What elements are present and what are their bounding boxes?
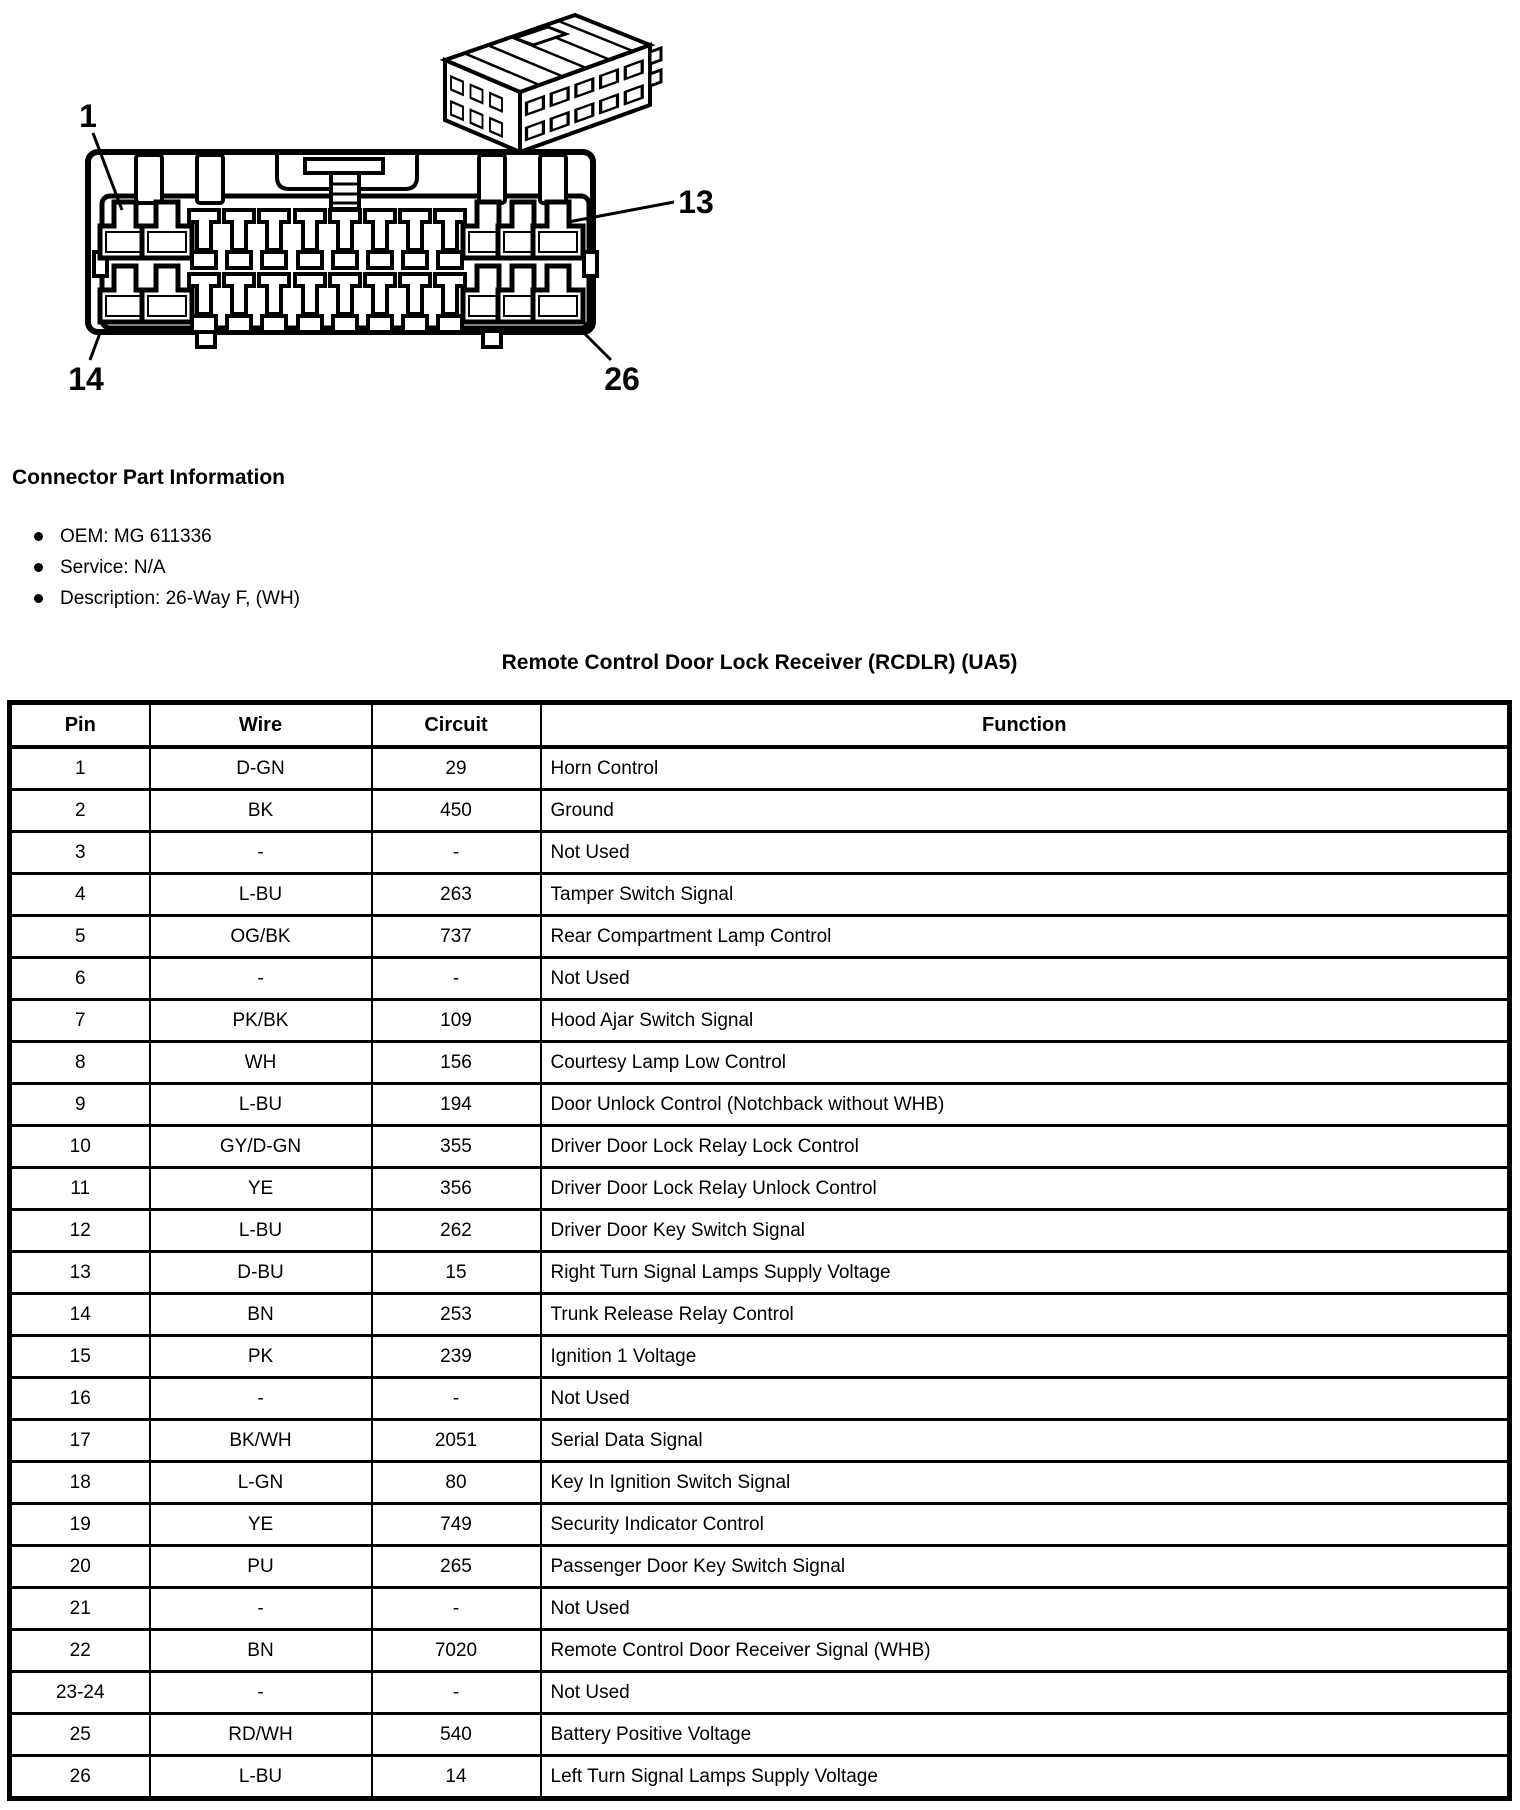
cell-pin: 22 <box>10 1630 150 1672</box>
cell-function: Door Unlock Control (Notchback without WHB) <box>541 1084 1510 1126</box>
cell-pin: 21 <box>10 1588 150 1630</box>
cell-pin: 18 <box>10 1462 150 1504</box>
cell-pin: 15 <box>10 1336 150 1378</box>
info-item-service <box>34 552 300 583</box>
cell-function: Driver Door Key Switch Signal <box>541 1210 1510 1252</box>
cell-circuit: 749 <box>372 1504 541 1546</box>
table-row <box>10 832 1510 874</box>
cell-pin: 17 <box>10 1420 150 1462</box>
cell-pin: 5 <box>10 916 150 958</box>
cell-circuit: 265 <box>372 1546 541 1588</box>
cell-circuit: 737 <box>372 916 541 958</box>
cell-wire: - <box>150 832 372 874</box>
cell-function: Hood Ajar Switch Signal <box>541 1000 1510 1042</box>
col-header-wire: Wire <box>150 703 372 748</box>
cell-pin: 11 <box>10 1168 150 1210</box>
cell-wire: - <box>150 1588 372 1630</box>
cell-function: Serial Data Signal <box>541 1420 1510 1462</box>
cell-function: Passenger Door Key Switch Signal <box>541 1546 1510 1588</box>
info-item-text: Description: 26-Way F, (WH) <box>60 587 300 609</box>
cell-pin: 13 <box>10 1252 150 1294</box>
cell-wire: GY/D-GN <box>150 1126 372 1168</box>
table-row <box>10 1588 1510 1630</box>
table-row <box>10 874 1510 916</box>
bullet-icon <box>34 594 43 603</box>
cell-circuit: 80 <box>372 1462 541 1504</box>
cell-pin: 25 <box>10 1714 150 1756</box>
cell-circuit: 239 <box>372 1336 541 1378</box>
cell-pin: 12 <box>10 1210 150 1252</box>
info-item-oem <box>34 521 300 552</box>
table-row <box>10 1672 1510 1714</box>
side-notch <box>584 252 597 276</box>
cell-circuit: 109 <box>372 1000 541 1042</box>
cell-function: Not Used <box>541 832 1510 874</box>
table-row <box>10 1378 1510 1420</box>
cell-wire: - <box>150 958 372 1000</box>
col-header-circuit: Circuit <box>372 703 541 748</box>
cell-function: Left Turn Signal Lamps Supply Voltage <box>541 1756 1510 1799</box>
connector-3d-view <box>445 15 661 152</box>
pin-label-13: 13 <box>678 184 714 220</box>
cell-function: Horn Control <box>541 747 1510 790</box>
cell-pin: 4 <box>10 874 150 916</box>
cell-function: Not Used <box>541 1378 1510 1420</box>
cell-circuit: 253 <box>372 1294 541 1336</box>
cell-circuit: - <box>372 1378 541 1420</box>
cell-wire: WH <box>150 1042 372 1084</box>
table-row <box>10 1042 1510 1084</box>
info-item-text: OEM: MG 611336 <box>60 525 212 547</box>
cell-wire: L-BU <box>150 1084 372 1126</box>
col-header-pin: Pin <box>10 703 150 748</box>
cell-function: Rear Compartment Lamp Control <box>541 916 1510 958</box>
table-row <box>10 790 1510 832</box>
cell-function: Battery Positive Voltage <box>541 1714 1510 1756</box>
cell-circuit: 15 <box>372 1252 541 1294</box>
latch-tab <box>650 48 661 64</box>
cell-function: Trunk Release Relay Control <box>541 1294 1510 1336</box>
cell-circuit: 14 <box>372 1756 541 1799</box>
terminal-cavities <box>100 202 583 332</box>
table-row <box>10 1210 1510 1252</box>
cell-wire: PU <box>150 1546 372 1588</box>
cell-function: Not Used <box>541 958 1510 1000</box>
cell-pin: 7 <box>10 1000 150 1042</box>
bullet-icon <box>34 563 43 572</box>
cell-circuit: - <box>372 958 541 1000</box>
table-row <box>10 1630 1510 1672</box>
cell-circuit: 263 <box>372 874 541 916</box>
table-row <box>10 1084 1510 1126</box>
cell-function: Key In Ignition Switch Signal <box>541 1462 1510 1504</box>
cell-function: Not Used <box>541 1672 1510 1714</box>
cell-circuit: - <box>372 832 541 874</box>
cell-wire: L-GN <box>150 1462 372 1504</box>
cell-wire: - <box>150 1378 372 1420</box>
cell-wire: D-GN <box>150 747 372 790</box>
cell-circuit: 355 <box>372 1126 541 1168</box>
table-row <box>10 1336 1510 1378</box>
cell-circuit: 540 <box>372 1714 541 1756</box>
connector-diagram <box>0 0 730 430</box>
cell-circuit: 2051 <box>372 1420 541 1462</box>
cell-function: Ignition 1 Voltage <box>541 1336 1510 1378</box>
cell-circuit: 194 <box>372 1084 541 1126</box>
cell-function: Ground <box>541 790 1510 832</box>
cell-function: Not Used <box>541 1588 1510 1630</box>
cell-wire: BK <box>150 790 372 832</box>
cell-pin: 19 <box>10 1504 150 1546</box>
cell-pin: 9 <box>10 1084 150 1126</box>
table-row <box>10 747 1510 790</box>
cell-pin: 26 <box>10 1756 150 1799</box>
cell-wire: RD/WH <box>150 1714 372 1756</box>
table-row <box>10 1168 1510 1210</box>
cell-wire: L-BU <box>150 1210 372 1252</box>
cell-circuit: - <box>372 1672 541 1714</box>
cell-circuit: 262 <box>372 1210 541 1252</box>
cell-function: Right Turn Signal Lamps Supply Voltage <box>541 1252 1510 1294</box>
table-row <box>10 1000 1510 1042</box>
pinout-header-row <box>10 703 1510 748</box>
cell-circuit: 450 <box>372 790 541 832</box>
cell-circuit: - <box>372 1588 541 1630</box>
table-row <box>10 1714 1510 1756</box>
cell-pin: 3 <box>10 832 150 874</box>
table-row <box>10 1504 1510 1546</box>
cell-function: Security Indicator Control <box>541 1504 1510 1546</box>
table-row <box>10 1420 1510 1462</box>
connector-part-info-heading: Connector Part Information <box>12 466 286 489</box>
cell-wire: OG/BK <box>150 916 372 958</box>
cell-circuit: 7020 <box>372 1630 541 1672</box>
table-row <box>10 958 1510 1000</box>
cell-function: Remote Control Door Receiver Signal (WHB) <box>541 1630 1510 1672</box>
cell-wire: PK/BK <box>150 1000 372 1042</box>
bullet-icon <box>34 532 43 541</box>
table-row <box>10 916 1510 958</box>
latch-tab <box>650 70 661 86</box>
table-title: Remote Control Door Lock Receiver (RCDLR) (UA5) <box>501 651 1018 674</box>
col-header-function: Function <box>541 703 1510 748</box>
table-row <box>10 1462 1510 1504</box>
cell-pin: 2 <box>10 790 150 832</box>
cell-function: Tamper Switch Signal <box>541 874 1510 916</box>
cell-wire: - <box>150 1672 372 1714</box>
cell-wire: BN <box>150 1294 372 1336</box>
connector-part-info-list <box>34 521 300 614</box>
cell-wire: YE <box>150 1168 372 1210</box>
table-row <box>10 1546 1510 1588</box>
table-row <box>10 1294 1510 1336</box>
cell-function: Driver Door Lock Relay Unlock Control <box>541 1168 1510 1210</box>
cell-pin: 8 <box>10 1042 150 1084</box>
cell-wire: PK <box>150 1336 372 1378</box>
cell-pin: 20 <box>10 1546 150 1588</box>
cell-wire: D-BU <box>150 1252 372 1294</box>
pinout-table <box>7 700 1512 1801</box>
cell-pin: 6 <box>10 958 150 1000</box>
cell-circuit: 156 <box>372 1042 541 1084</box>
cell-function: Driver Door Lock Relay Lock Control <box>541 1126 1510 1168</box>
table-row <box>10 1252 1510 1294</box>
cell-pin: 1 <box>10 747 150 790</box>
info-item-text: Service: N/A <box>60 556 166 578</box>
pin-label-1: 1 <box>79 98 97 134</box>
cell-wire: BN <box>150 1630 372 1672</box>
cell-circuit: 356 <box>372 1168 541 1210</box>
cell-wire: BK/WH <box>150 1420 372 1462</box>
connector-face-view <box>88 152 597 347</box>
cell-wire: YE <box>150 1504 372 1546</box>
table-row <box>10 1756 1510 1799</box>
info-item-description <box>34 583 300 614</box>
pin-label-26: 26 <box>604 361 640 397</box>
cell-pin: 23-24 <box>10 1672 150 1714</box>
cell-wire: L-BU <box>150 874 372 916</box>
table-row <box>10 1126 1510 1168</box>
cell-pin: 10 <box>10 1126 150 1168</box>
cell-pin: 16 <box>10 1378 150 1420</box>
cell-pin: 14 <box>10 1294 150 1336</box>
cell-wire: L-BU <box>150 1756 372 1799</box>
cell-circuit: 29 <box>372 747 541 790</box>
pin-label-14: 14 <box>68 361 104 397</box>
cell-function: Courtesy Lamp Low Control <box>541 1042 1510 1084</box>
